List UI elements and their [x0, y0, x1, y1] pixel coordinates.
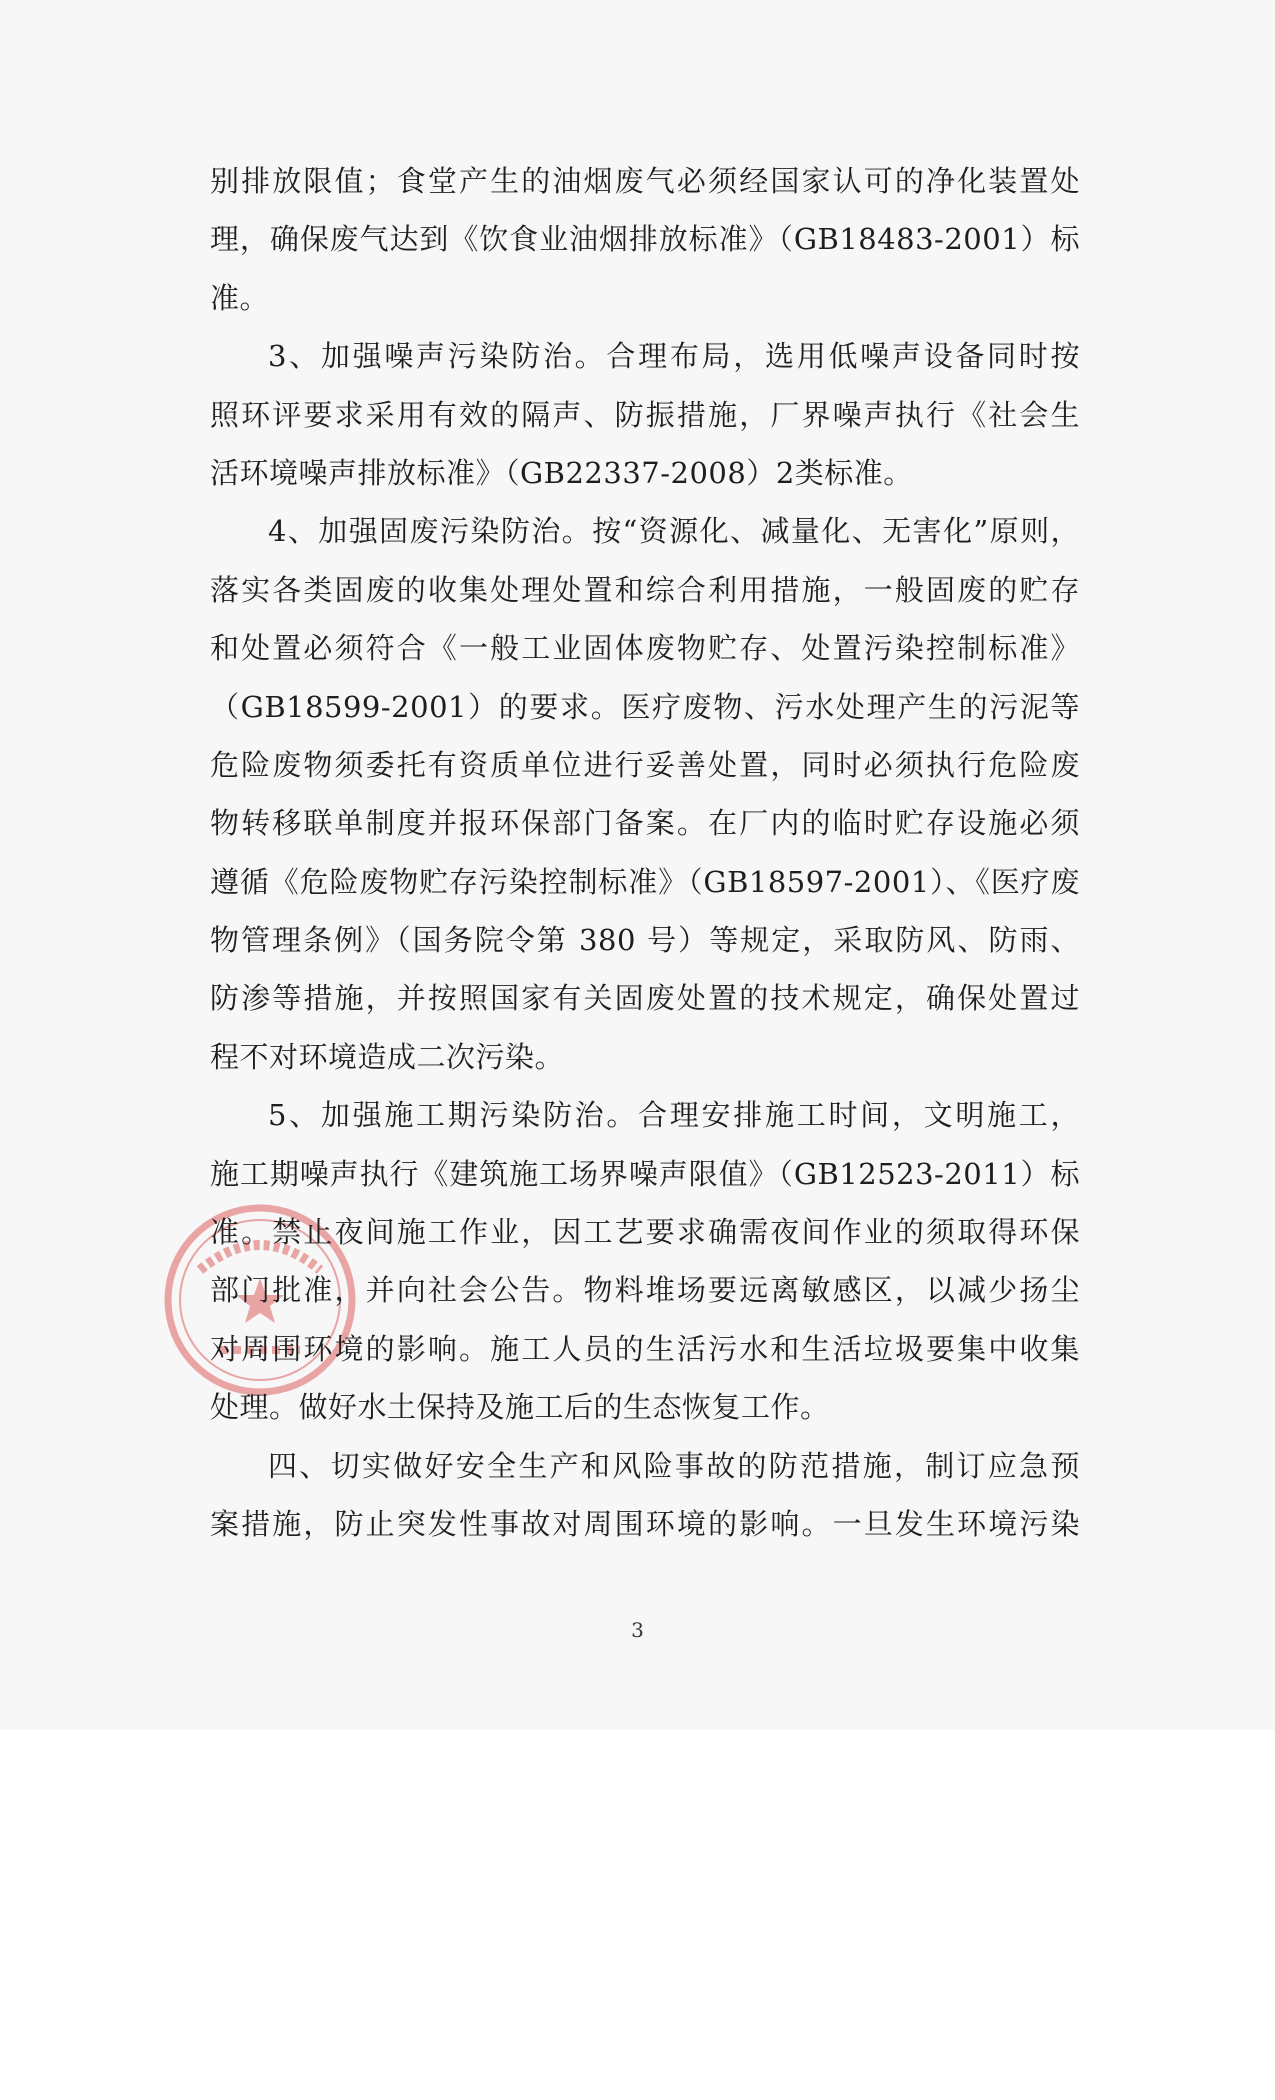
text-line: 5、加强施工期污染防治。合理安排施工时间，文明施工， [268, 1098, 1080, 1133]
text-line: 防渗等措施，并按照国家有关固废处置的技术规定，确保处置过 [210, 981, 1080, 1016]
text-line: （GB18599-2001）的要求。医疗废物、污水处理产生的污泥等 [210, 689, 1080, 724]
text-line: 四、切实做好安全生产和风险事故的防范措施，制订应急预 [268, 1448, 1080, 1483]
text-line: 遵循《危险废物贮存污染控制标准》（GB18597-2001）、《医疗废 [210, 864, 1080, 899]
text-line: 物管理条例》（国务院令第 380 号）等规定，采取防风、防雨、 [210, 923, 1080, 958]
text-line: 对周围环境的影响。施工人员的生活污水和生活垃圾要集中收集 [210, 1331, 1080, 1366]
text-line: 理，确保废气达到《饮食业油烟排放标准》（GB18483-2001）标 [210, 222, 1080, 257]
text-line: 照环评要求采用有效的隔声、防振措施，厂界噪声执行《社会生 [210, 397, 1080, 432]
text-line: 案措施，防止突发性事故对周围环境的影响。一旦发生环境污染 [210, 1506, 1080, 1541]
text-line: 准。禁止夜间施工作业，因工艺要求确需夜间作业的须取得环保 [210, 1215, 1080, 1250]
text-line: 施工期噪声执行《建筑施工场界噪声限值》（GB12523-2011）标 [210, 1156, 1080, 1191]
text-line: 处理。做好水土保持及施工后的生态恢复工作。 [210, 1390, 830, 1425]
text-line: 准。 [210, 280, 270, 315]
text-line: 4、加强固废污染防治。按“资源化、减量化、无害化”原则， [268, 514, 1080, 549]
text-line: 程不对环境造成二次污染。 [210, 1039, 565, 1074]
text-line: 别排放限值；食堂产生的油烟废气必须经国家认可的净化装置处 [210, 164, 1080, 198]
text-line: 部门批准，并向社会公告。物料堆场要远离敏感区，以减少扬尘 [210, 1273, 1080, 1308]
text-line: 活环境噪声排放标准》（GB22337-2008）2类标准。 [210, 455, 913, 490]
page-number: 3 [631, 1618, 644, 1642]
text-line: 和处置必须符合《一般工业固体废物贮存、处置污染控制标准》 [210, 631, 1080, 666]
text-line: 3、加强噪声污染防治。合理布局，选用低噪声设备同时按 [268, 339, 1080, 374]
text-line: 危险废物须委托有资质单位进行妥善处置，同时必须执行危险废 [210, 747, 1080, 782]
text-line: 落实各类固废的收集处理处置和综合利用措施，一般固废的贮存 [210, 572, 1080, 607]
text-line: 物转移联单制度并报环保部门备案。在厂内的临时贮存设施必须 [210, 806, 1080, 841]
body-text [210, 152, 1080, 1553]
